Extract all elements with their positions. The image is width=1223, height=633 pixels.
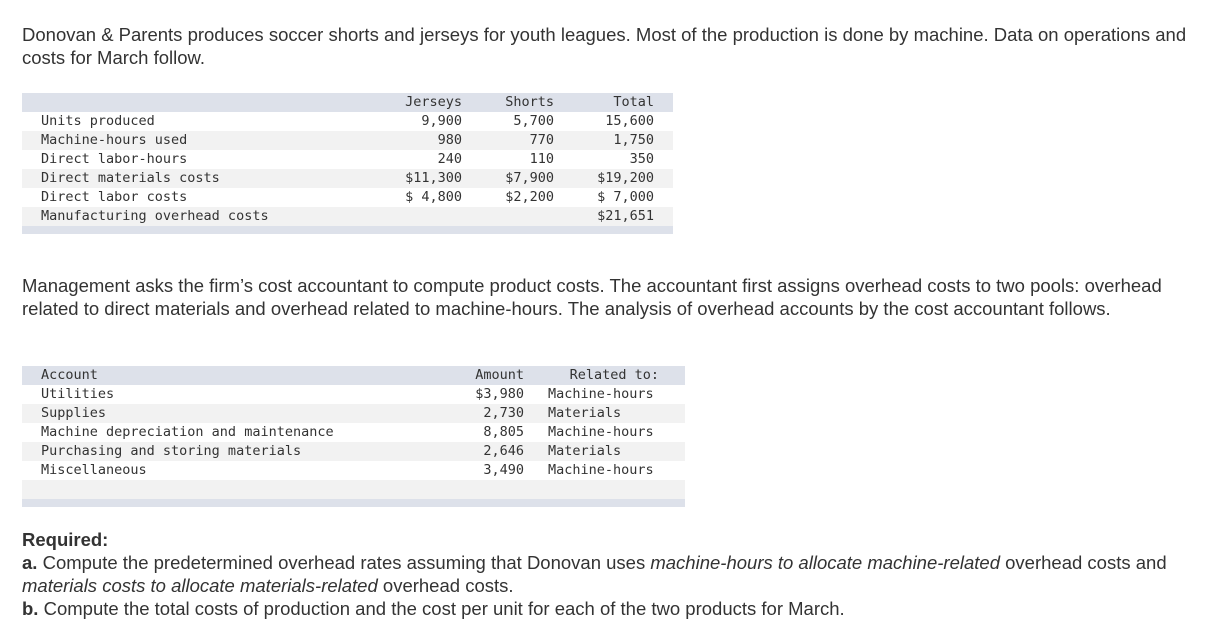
cell-related: Materials [548, 404, 659, 423]
cell-shorts: $2,200 [505, 189, 554, 205]
cell-amount: 2,730 [470, 404, 524, 423]
operations-table [22, 93, 673, 234]
table-row [22, 131, 673, 150]
operations-header-total: Total [554, 93, 654, 112]
cell-amount: 3,490 [483, 462, 524, 478]
cell-total: $19,200 [554, 169, 654, 188]
cell-total: $ 7,000 [597, 189, 654, 205]
cell-jerseys [362, 207, 462, 226]
table-row [22, 188, 673, 207]
cell-account: Machine depreciation and maintenance [41, 424, 334, 440]
overhead-header-row [22, 366, 685, 385]
row-label: Direct materials costs [22, 169, 362, 188]
cell-amount: $3,980 [475, 386, 524, 402]
overhead-header-amount: Amount [470, 366, 524, 385]
overhead-header-related: Related to: [548, 366, 659, 385]
operations-header-shorts: Shorts [462, 93, 554, 112]
row-label: Manufacturing overhead costs [22, 207, 362, 226]
cell-related: Materials [548, 442, 659, 461]
operations-header-jerseys: Jerseys [362, 93, 462, 112]
cell-related: Machine-hours [548, 424, 654, 440]
requirement-a-emphasis-1: machine-hours to allocate machine-related [650, 552, 1000, 573]
requirement-a-text-2: overhead costs and [1000, 552, 1167, 573]
table-row [22, 112, 673, 131]
cell-total: 350 [629, 151, 654, 167]
table-footer-bar [22, 499, 685, 507]
cell-jerseys: 240 [437, 151, 462, 167]
cell-account: Purchasing and storing materials [22, 442, 470, 461]
row-label: Direct labor costs [41, 189, 188, 205]
cell-shorts: 770 [462, 131, 554, 150]
overhead-header-account: Account [22, 366, 470, 385]
requirement-b-text: Compute the total costs of production and the cost per unit for each of the two products for March. [38, 598, 845, 619]
cell-total: 1,750 [554, 131, 654, 150]
required-section [22, 528, 1212, 620]
row-label: Units produced [41, 113, 155, 129]
cell-jerseys: $ 4,800 [405, 189, 462, 205]
intro-paragraph: Donovan & Parents produces soccer shorts and jerseys for youth leagues. Most of the production is done by machine. Data on operations and costs for March follow. [22, 24, 1187, 68]
cell-total: 15,600 [605, 113, 654, 129]
table-footer-bar [22, 226, 673, 234]
table-row [22, 207, 673, 226]
requirement-b [22, 597, 1212, 620]
table-row-spacer [22, 480, 685, 499]
cell-shorts: $7,900 [462, 169, 554, 188]
cell-jerseys: 980 [362, 131, 462, 150]
cell-amount: 2,646 [470, 442, 524, 461]
required-heading: Required: [22, 529, 109, 550]
requirement-a-text-1: Compute the predetermined overhead rates assuming that Donovan uses [37, 552, 651, 573]
overhead-table [22, 366, 685, 507]
cell-account: Supplies [22, 404, 470, 423]
cell-related: Machine-hours [548, 386, 654, 402]
middle-paragraph: Management asks the firm’s cost accountant to compute product costs. The accountant first assigns overhead costs to two pools: overhead related to direct materials and overhead related to machine-hours. The analysis of overhead accounts by the cost accountant follows. [22, 275, 1162, 319]
cell-account: Utilities [41, 386, 115, 402]
cell-jerseys: 9,900 [421, 113, 462, 129]
requirement-a [22, 551, 1212, 597]
cell-account: Miscellaneous [41, 462, 147, 478]
table-row [22, 442, 685, 461]
requirement-b-label: b. [22, 598, 39, 619]
row-label: Machine-hours used [22, 131, 362, 150]
requirement-a-text-3: overhead costs. [377, 575, 514, 596]
requirement-a-emphasis-2: materials costs to allocate materials-related [22, 575, 378, 596]
table-row [22, 404, 685, 423]
table-row [22, 150, 673, 169]
table-row [22, 423, 685, 442]
cell-shorts [462, 207, 554, 226]
cell-jerseys: $11,300 [362, 169, 462, 188]
requirement-a-label: a. [22, 552, 38, 573]
operations-header-row [22, 93, 673, 112]
cell-shorts: 110 [529, 151, 554, 167]
table-row [22, 385, 685, 404]
table-row [22, 169, 673, 188]
operations-header-label [22, 93, 362, 112]
cell-shorts: 5,700 [513, 113, 554, 129]
cell-related: Machine-hours [548, 462, 654, 478]
table-row [22, 461, 685, 480]
cell-amount: 8,805 [483, 424, 524, 440]
row-label: Direct labor-hours [41, 151, 188, 167]
cell-total: $21,651 [554, 207, 654, 226]
